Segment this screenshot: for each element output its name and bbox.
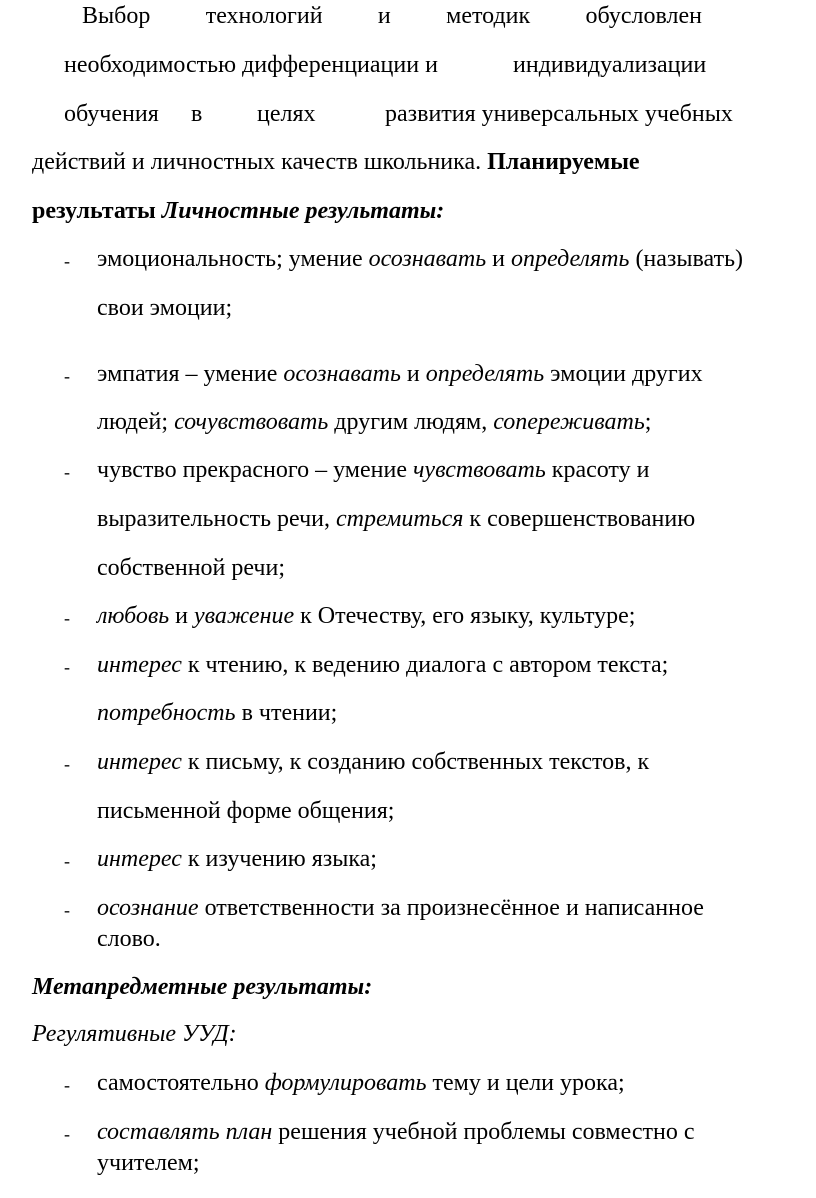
intro-text: развития универсальных учебных (385, 101, 733, 127)
bullet-marker: - (64, 251, 70, 271)
list-item-cont: учителем; (97, 1150, 200, 1176)
bullet-marker: - (64, 754, 70, 774)
bullet-marker: - (64, 366, 70, 386)
intro-line-3d (385, 100, 733, 128)
bullet-marker: - (64, 900, 70, 920)
intro-line-5 (32, 197, 444, 225)
section-heading-planned: Планируемые (487, 149, 640, 175)
bullet-marker: - (64, 1124, 70, 1144)
list-item: интерес к письму, к созданию собственных текстов, к (97, 749, 650, 775)
list-item-cont: потребность в чтении; (97, 700, 338, 726)
intro-line-3c (257, 100, 316, 128)
list-item: эмпатия – умение осознавать и определять эмоции других (97, 361, 703, 387)
intro-word: и (377, 3, 391, 29)
list-item: самостоятельно формулировать тему и цели урока; (97, 1070, 625, 1096)
bullet-marker: - (64, 608, 70, 628)
subsection-heading-regulative: Регулятивные УУД: (32, 1021, 237, 1047)
bullet-marker: - (64, 851, 70, 871)
intro-line-2b (513, 51, 706, 79)
intro-word: в (191, 101, 203, 127)
list-item: любовь и уважение к Отечеству, его языку, культуре; (97, 603, 636, 629)
list-item: интерес к изучению языка; (97, 846, 377, 872)
bullet-marker: - (64, 657, 70, 677)
intro-line-4 (32, 148, 640, 176)
list-item-cont: собственной речи; (97, 555, 286, 581)
intro-word: обусловлен (585, 3, 702, 29)
bullet-marker: - (64, 462, 70, 482)
list-item-cont: свои эмоции; (97, 295, 233, 321)
list-item: эмоциональность; умение осознавать и определять (называть) (97, 246, 744, 272)
list-item-cont: людей; сочувствовать другим людям, сопереживать; (97, 409, 652, 435)
list-item-cont: слово. (97, 926, 161, 952)
intro-word: целях (257, 101, 316, 127)
list-item: чувство прекрасного – умение чувствовать красоту и (97, 457, 650, 483)
intro-line-3b (191, 100, 202, 128)
intro-word: обучения (64, 101, 159, 127)
bullet-marker: - (64, 1075, 70, 1095)
list-item: интерес к чтению, к ведению диалога с автором текста; (97, 652, 669, 678)
intro-line-2 (64, 51, 438, 79)
list-item-cont: письменной форме общения; (97, 798, 395, 824)
intro-word: Выбор (82, 3, 151, 29)
list-item-cont: выразительность речи, стремиться к совершенствованию (97, 506, 696, 532)
intro-word: технологий (205, 3, 323, 29)
section-heading-personal: Личностные результаты: (161, 198, 445, 224)
intro-line-1 (82, 2, 702, 30)
intro-text: индивидуализации (513, 52, 707, 78)
intro-word: методик (446, 3, 531, 29)
list-item: осознание ответственности за произнесённое и написанное (97, 895, 704, 921)
intro-text: необходимостью дифференциации и (64, 52, 438, 78)
list-item: составлять план решения учебной проблемы совместно с (97, 1119, 695, 1145)
section-heading-meta: Метапредметные результаты: (32, 974, 373, 1000)
intro-line-3a (64, 100, 159, 128)
section-heading-results: результаты (32, 198, 156, 224)
intro-text: действий и личностных качеств школьника. (32, 149, 482, 175)
